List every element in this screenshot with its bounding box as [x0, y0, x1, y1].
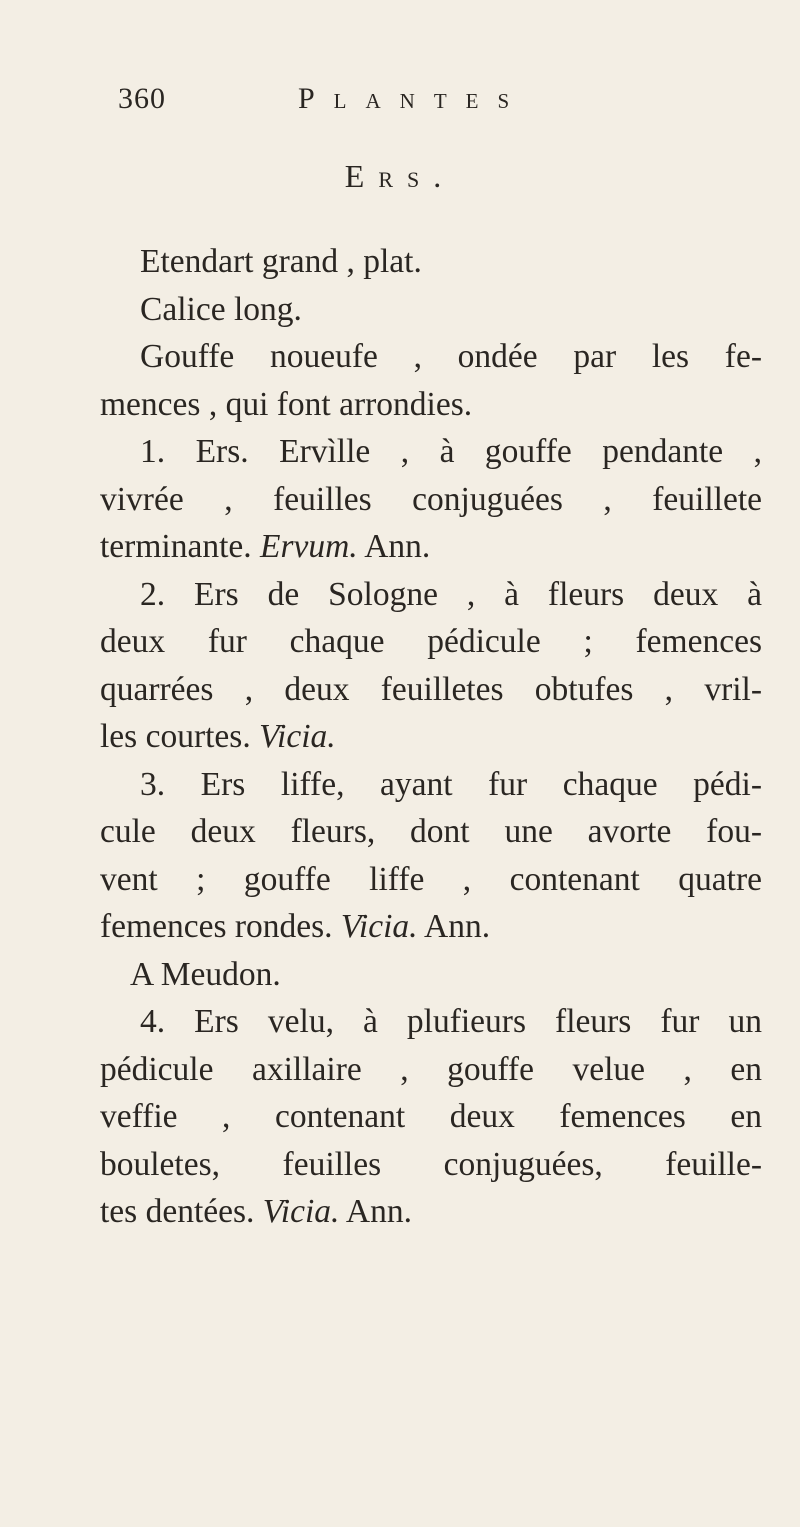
text-line: pédicule axillaire , gouffe velue , en	[100, 1050, 762, 1088]
text-line: 3. Ers liffe, ayant fur chaque pédi-	[140, 765, 762, 803]
text-line: Calice long.	[140, 290, 302, 328]
text-line: tes dentées. Vicia. Ann.	[100, 1193, 412, 1230]
text-line: deux fur chaque pédicule ; femences	[100, 623, 762, 660]
text-line: terminante. Ervum. Ann.	[100, 528, 431, 565]
latin-name: Vicia.	[259, 718, 336, 755]
text-line: veffie , contenant deux femences en	[100, 1098, 762, 1135]
latin-name: Vicia.	[262, 1193, 340, 1230]
running-head	[118, 82, 678, 122]
text-line: vivrée , feuilles conjuguées , feuillete	[100, 480, 762, 518]
text-line: 2. Ers de Sologne , à fleurs deux à	[140, 575, 762, 613]
body-text	[100, 238, 762, 1236]
latin-name: Ervum.	[260, 528, 358, 565]
text-line: Etendart grand , plat.	[140, 243, 422, 280]
text-line: femences rondes. Vicia. Ann.	[100, 908, 491, 945]
page-number: 360	[118, 82, 166, 115]
text-line: mences , qui font arrondies.	[100, 385, 473, 423]
text-line: 1. Ers. Ervìlle , à gouffe pendante ,	[140, 433, 762, 470]
text-line: Gouffe noueufe , ondée par les fe-	[140, 338, 762, 375]
text-line: bouletes, feuilles conjuguées, feuille-	[100, 1145, 762, 1183]
section-title: Ers.	[344, 158, 456, 194]
text-line: cule deux fleurs, dont une avorte fou-	[100, 813, 762, 850]
latin-name: Vicia.	[340, 908, 418, 945]
text-line: quarrées , deux feuilletes obtufes , vril-	[100, 670, 762, 708]
text-line: les courtes. Vicia.	[100, 718, 336, 755]
running-title: Plantes	[298, 82, 529, 115]
text-line: A Meudon.	[130, 955, 281, 993]
text-line: 4. Ers velu, à plufieurs fleurs fur un	[140, 1003, 762, 1040]
text-line: vent ; gouffe liffe , contenant quatre	[100, 860, 762, 898]
